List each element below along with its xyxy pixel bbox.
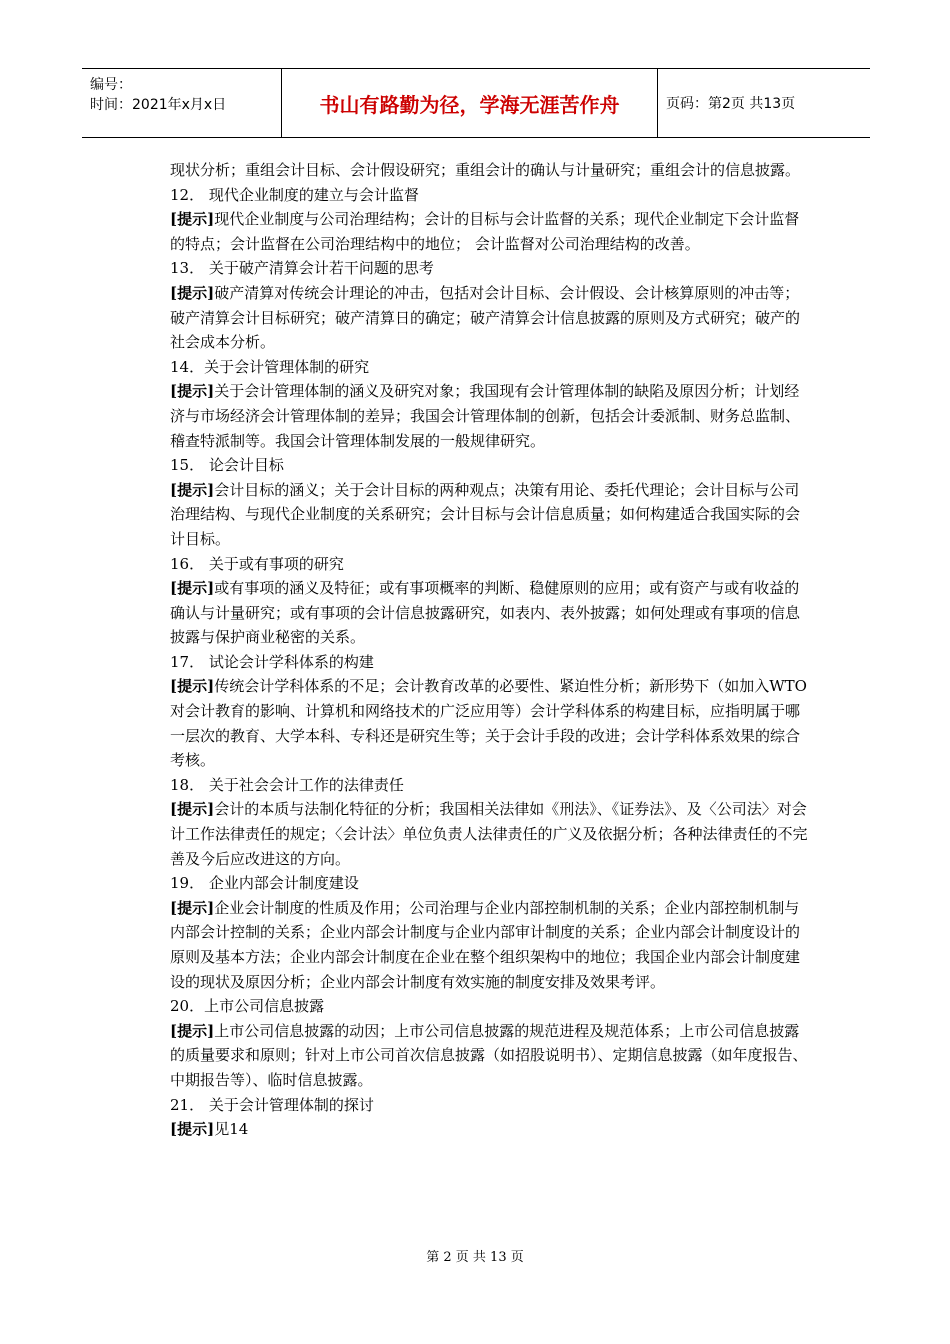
- paragraph: [170, 871, 810, 896]
- paragraph: [170, 994, 810, 1019]
- document-number-label: 编号：: [90, 77, 132, 93]
- paragraph: [170, 896, 810, 994]
- paragraph: [170, 650, 810, 675]
- paragraph: [170, 1093, 810, 1118]
- hint-label: [提示]: [170, 210, 215, 229]
- hint-label: [提示]: [170, 898, 215, 917]
- paragraph: [170, 674, 810, 772]
- paragraph-text: 会计的本质与法制化特征的分析；我国相关法律如《刑法》、《证券法》、及〈公司法〉对会计工作法律责任的规定；〈会计法〉单位负责人法律责任的广义及依据分析；各种法律责任的不完善及今后应改进这的方向。: [170, 800, 808, 868]
- paragraph-text: 18． 关于社会会计工作的法律责任: [170, 775, 404, 794]
- paragraph-text: 关于会计管理体制的涵义及研究对象；我国现有会计管理体制的缺陷及原因分析；计划经济与市场经济会计管理体制的差异；我国会计管理体制的创新，包括会计委派制、财务总监制、稽查特派制等。我国会计管理体制发展的一般规律研究。: [170, 382, 801, 450]
- paragraph: [170, 158, 810, 183]
- paragraph: [170, 355, 810, 380]
- header-meta: [82, 69, 282, 137]
- paragraph: [170, 478, 810, 552]
- paragraph-text: 16． 关于或有事项的研究: [170, 554, 344, 573]
- paragraph: [170, 379, 810, 453]
- hint-label: [提示]: [170, 800, 215, 819]
- hint-label: [提示]: [170, 480, 215, 499]
- paragraph-text: 现代企业制度与公司治理结构；会计的目标与会计监督的关系；现代企业制定下会计监督的特点；会计监督在公司治理结构中的地位； 会计监督对公司治理结构的改善。: [170, 210, 800, 253]
- paragraph-text: 13． 关于破产清算会计若干问题的思考: [170, 259, 434, 278]
- paragraph-text: 上市公司信息披露的动因；上市公司信息披露的规范进程及规范体系；上市公司信息披露的质量要求和原则；针对上市公司首次信息披露（如招股说明书）、定期信息披露（如年度报告、中期报告等）、临时信息披露。: [170, 1021, 808, 1089]
- paragraph: [170, 1117, 810, 1142]
- page-footer: 第 2 页 共 13 页: [426, 1250, 524, 1265]
- paragraph: [170, 552, 810, 577]
- paragraph: [170, 576, 810, 650]
- paragraph-text: 传统会计学科体系的不足；会计教育改革的必要性、紧迫性分析；新形势下（如加入WTO对会计教育的影响、计算机和网络技术的广泛应用等）会计学科体系的构建目标，应指明属于哪一层次的教育、大学本科、专科还是研究生等；关于会计手段的改进；会计学科体系效果的综合考核。: [170, 677, 807, 770]
- paragraph-text: 20．上市公司信息披露: [170, 997, 325, 1016]
- paragraph-text: 21． 关于会计管理体制的探讨: [170, 1095, 374, 1114]
- document-body: [170, 158, 810, 1142]
- paragraph: [170, 281, 810, 355]
- paragraph-text: 会计目标的涵义；关于会计目标的两种观点；决策有用论、委托代理论；会计目标与公司治理结构、与现代企业制度的关系研究；会计目标与会计信息质量；如何构建适合我国实际的会计目标。: [170, 480, 801, 548]
- paragraph: [170, 256, 810, 281]
- paragraph: [170, 207, 810, 256]
- paragraph-text: 12． 现代企业制度的建立与会计监督: [170, 185, 419, 204]
- paragraph-text: 见14: [214, 1120, 249, 1139]
- paragraph-text: 企业会计制度的性质及作用；公司治理与企业内部控制机制的关系；企业内部控制机制与内部会计控制的关系；企业内部会计制度与企业内部审计制度的关系；企业内部会计制度设计的原则及基本方法；企业内部会计制度在企业在整个组织架构中的地位；我国企业内部会计制度建设的现状及原因分析；企业内部会计制度有效实施的制度安排及效果考评。: [170, 898, 801, 991]
- paragraph-text: 17． 试论会计学科体系的构建: [170, 652, 374, 671]
- header-motto: 书山有路勤为径，学海无涯苦作舟: [282, 69, 658, 137]
- document-date: 时间：2021年x月x日: [90, 97, 227, 113]
- hint-label: [提示]: [170, 1120, 215, 1139]
- paragraph: [170, 797, 810, 871]
- paragraph-text: 15． 论会计目标: [170, 456, 284, 475]
- paragraph: [170, 183, 810, 208]
- paragraph-text: 现状分析；重组会计目标、会计假设研究；重组会计的确认与计量研究；重组会计的信息披露。: [170, 161, 801, 179]
- page-header: [82, 68, 870, 138]
- header-page-info: 页码：第2页 共13页: [666, 96, 796, 112]
- paragraph-text: 14．关于会计管理体制的研究: [170, 357, 370, 376]
- paragraph: [170, 453, 810, 478]
- paragraph-text: 19． 企业内部会计制度建设: [170, 874, 359, 893]
- hint-label: [提示]: [170, 579, 215, 598]
- paragraph-text: 破产清算对传统会计理论的冲击，包括对会计目标、会计假设、会计核算原则的冲击等；破产清算会计目标研究；破产清算日的确定；破产清算会计信息披露的原则及方式研究；破产的社会成本分析。: [170, 283, 801, 352]
- paragraph: [170, 773, 810, 798]
- paragraph: [170, 1019, 810, 1093]
- hint-label: [提示]: [170, 1021, 215, 1040]
- hint-label: [提示]: [170, 283, 215, 302]
- hint-label: [提示]: [170, 382, 215, 401]
- hint-label: [提示]: [170, 677, 215, 696]
- paragraph-text: 或有事项的涵义及特征；或有事项概率的判断、稳健原则的应用；或有资产与或有收益的确认与计量研究；或有事项的会计信息披露研究，如表内、表外披露；如何处理或有事项的信息披露与保护商业秘密的关系。: [170, 579, 801, 647]
